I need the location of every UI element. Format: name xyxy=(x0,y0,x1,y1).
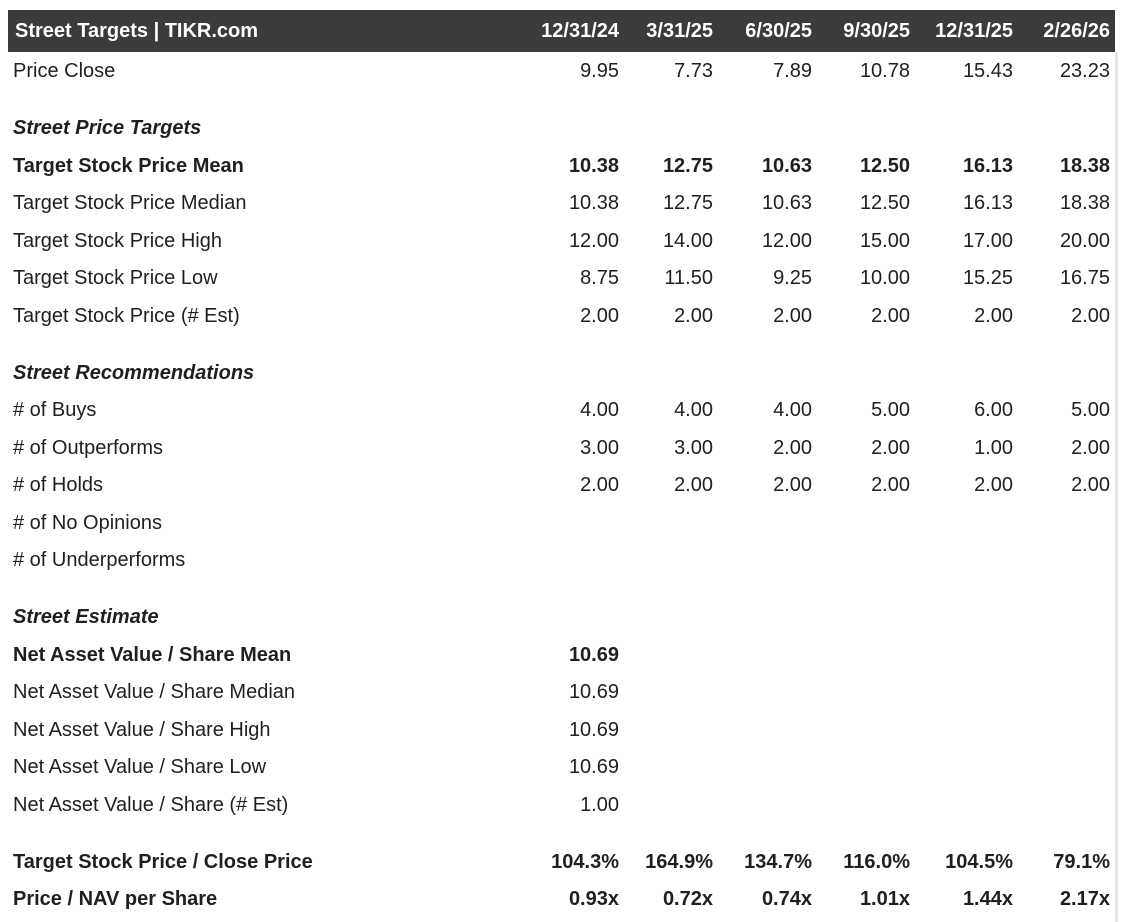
cell-value: 79.1% xyxy=(1053,851,1110,873)
cell-value: 2.00 xyxy=(773,305,812,327)
cell-value: 134.7% xyxy=(744,851,812,873)
cell-value: 16.13 xyxy=(962,192,1013,214)
cell-value: 12.50 xyxy=(859,155,910,177)
table-row xyxy=(8,392,1115,428)
cell-value: 7.89 xyxy=(773,60,812,82)
row-label: Target Stock Price High xyxy=(13,230,222,252)
cell-value: 116.0% xyxy=(843,851,910,873)
cell-value: 0.74x xyxy=(761,888,812,910)
table-row xyxy=(8,223,1115,259)
cell-value: 164.9% xyxy=(645,851,713,873)
cell-value: 1.01x xyxy=(859,888,910,910)
table-row xyxy=(8,637,1115,673)
table-row xyxy=(8,505,1115,541)
row-label: # of Outperforms xyxy=(13,437,164,459)
cell-value: 2.17x xyxy=(1059,888,1110,910)
cell-value: 10.78 xyxy=(859,60,910,82)
cell-value: 104.5% xyxy=(945,851,1013,873)
cell-value: 10.38 xyxy=(568,155,619,177)
cell-value: 2.00 xyxy=(871,305,910,327)
date-column-header[interactable]: 3/31/25 xyxy=(646,20,713,42)
cell-value: 4.00 xyxy=(773,399,812,421)
row-label: # of Holds xyxy=(13,474,104,496)
row-label: Target Stock Price Median xyxy=(13,192,247,214)
table-row xyxy=(8,298,1115,334)
cell-value: 1.00 xyxy=(580,794,619,816)
cell-value: 2.00 xyxy=(674,474,713,496)
cell-value: 5.00 xyxy=(871,399,910,421)
cell-value: 12.00 xyxy=(761,230,812,252)
cell-value: 1.44x xyxy=(962,888,1013,910)
date-column-header[interactable]: 2/26/26 xyxy=(1043,20,1110,42)
table-row xyxy=(8,712,1115,748)
cell-value: 12.75 xyxy=(662,155,713,177)
cell-value: 6.00 xyxy=(974,399,1013,421)
row-label: Target Stock Price (# Est) xyxy=(13,305,240,327)
date-column-header[interactable]: 6/30/25 xyxy=(745,20,812,42)
street-targets-table xyxy=(8,10,1115,922)
cell-value: 4.00 xyxy=(674,399,713,421)
cell-value: 16.13 xyxy=(962,155,1013,177)
date-column-header[interactable]: 9/30/25 xyxy=(843,20,910,42)
row-label: # of Underperforms xyxy=(13,549,186,571)
table-row xyxy=(8,148,1115,184)
table-title: Street Targets | TIKR.com xyxy=(15,20,259,42)
cell-value: 0.72x xyxy=(662,888,713,910)
section-title-price-targets: Street Price Targets xyxy=(13,117,202,139)
cell-value: 0.93x xyxy=(568,888,619,910)
cell-value: 17.00 xyxy=(962,230,1013,252)
cell-value: 3.00 xyxy=(674,437,713,459)
row-label: Target Stock Price Low xyxy=(13,267,218,289)
table-row xyxy=(8,467,1115,503)
table-row xyxy=(8,185,1115,221)
cell-value: 2.00 xyxy=(580,305,619,327)
table-header xyxy=(8,10,1115,52)
cell-value: 2.00 xyxy=(1071,474,1110,496)
row-label: Net Asset Value / Share Median xyxy=(13,681,296,703)
cell-value: 4.00 xyxy=(580,399,619,421)
cell-value: 14.00 xyxy=(662,230,713,252)
section-title-estimate: Street Estimate xyxy=(13,606,159,628)
row-label: # of No Opinions xyxy=(13,512,162,534)
table-row xyxy=(8,674,1115,710)
table-row xyxy=(8,542,1115,578)
cell-value: 18.38 xyxy=(1059,155,1110,177)
cell-value: 10.69 xyxy=(568,681,619,703)
cell-value: 2.00 xyxy=(871,437,910,459)
cell-value: 2.00 xyxy=(580,474,619,496)
row-label: Net Asset Value / Share (# Est) xyxy=(13,794,289,816)
cell-value: 9.25 xyxy=(773,267,812,289)
cell-value: 10.00 xyxy=(859,267,910,289)
cell-value: 8.75 xyxy=(580,267,619,289)
vertical-scrollbar[interactable] xyxy=(1115,52,1118,922)
cell-value: 15.00 xyxy=(859,230,910,252)
table-row xyxy=(8,881,1115,917)
cell-value: 2.00 xyxy=(773,437,812,459)
table-row-price-close xyxy=(8,53,1115,89)
cell-value: 2.00 xyxy=(674,305,713,327)
cell-value: 11.50 xyxy=(664,267,713,289)
cell-value: 7.73 xyxy=(674,60,713,82)
cell-value: 18.38 xyxy=(1059,192,1110,214)
cell-value: 2.00 xyxy=(974,305,1013,327)
date-column-header[interactable]: 12/31/25 xyxy=(935,20,1013,42)
section-title-recommendations: Street Recommendations xyxy=(13,362,255,384)
cell-value: 10.63 xyxy=(761,155,812,177)
row-label: Price / NAV per Share xyxy=(13,888,218,910)
cell-value: 15.43 xyxy=(962,60,1013,82)
cell-value: 2.00 xyxy=(773,474,812,496)
cell-value: 2.00 xyxy=(871,474,910,496)
row-label: Net Asset Value / Share Low xyxy=(13,756,267,778)
row-label: Net Asset Value / Share Mean xyxy=(13,644,292,666)
row-label: Target Stock Price / Close Price xyxy=(13,851,313,873)
cell-value: 9.95 xyxy=(580,60,619,82)
table-row xyxy=(8,787,1115,823)
row-label: # of Buys xyxy=(13,399,97,421)
table-row xyxy=(8,260,1115,296)
cell-value: 1.00 xyxy=(974,437,1013,459)
table-row xyxy=(8,749,1115,785)
table-row xyxy=(8,844,1115,880)
cell-value: 2.00 xyxy=(1071,437,1110,459)
cell-value: 104.3% xyxy=(551,851,619,873)
table-row xyxy=(8,430,1115,466)
cell-value: 10.38 xyxy=(568,192,619,214)
cell-value: 20.00 xyxy=(1059,230,1110,252)
cell-value: 12.00 xyxy=(568,230,619,252)
row-label: Target Stock Price Mean xyxy=(13,155,244,177)
row-label: Net Asset Value / Share High xyxy=(13,719,271,741)
cell-value: 10.69 xyxy=(568,644,619,666)
cell-value: 12.50 xyxy=(859,192,910,214)
cell-value: 2.00 xyxy=(974,474,1013,496)
cell-value: 10.69 xyxy=(568,719,619,741)
cell-value: 10.69 xyxy=(568,756,619,778)
cell-value: 10.63 xyxy=(761,192,812,214)
cell-value: 5.00 xyxy=(1071,399,1110,421)
date-column-header[interactable]: 12/31/24 xyxy=(541,20,619,42)
cell-value: 23.23 xyxy=(1059,60,1110,82)
cell-value: 15.25 xyxy=(962,267,1013,289)
cell-value: 2.00 xyxy=(1071,305,1110,327)
cell-value: 3.00 xyxy=(580,437,619,459)
cell-value: 16.75 xyxy=(1059,267,1110,289)
cell-value: 12.75 xyxy=(662,192,713,214)
row-label: Price Close xyxy=(13,60,116,82)
